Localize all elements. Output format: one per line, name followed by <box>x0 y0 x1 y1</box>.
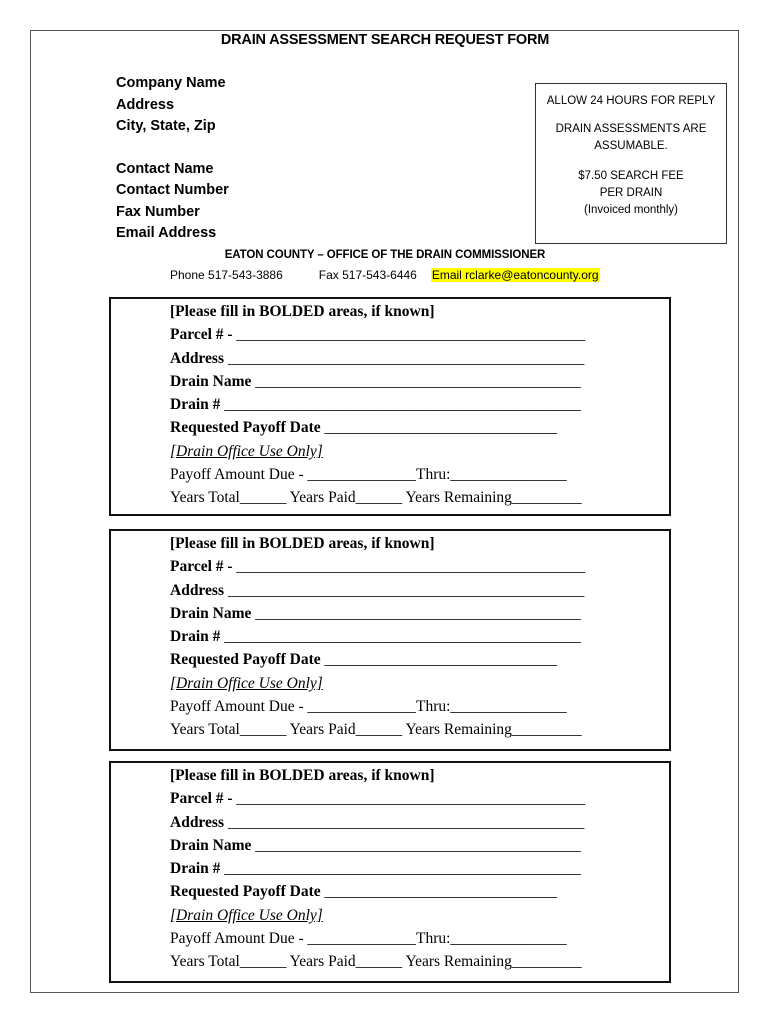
payoff-amount-line: Payoff Amount Due - ______________Thru:_______________ <box>170 698 567 716</box>
payoff-date-field[interactable]: ______________________________ <box>324 419 558 437</box>
contact-name-label: Contact Name <box>116 160 214 177</box>
drain-name-label: Drain Name <box>170 372 256 390</box>
payoff-date-label: Requested Payoff Date <box>170 419 325 437</box>
address-label: Address <box>170 813 228 831</box>
office-email-link[interactable]: Email rclarke@eatoncounty.org <box>431 268 599 282</box>
fee-notice-line1: $7.50 SEARCH FEE <box>578 170 684 182</box>
block-instructions: [Please fill in BOLDED areas, if known] <box>170 535 435 552</box>
payoff-date-field[interactable]: ______________________________ <box>324 651 558 669</box>
payoff-amount-line: Payoff Amount Due - ______________Thru:_______________ <box>170 930 567 948</box>
parcel-field[interactable]: _____________________________________________ <box>236 326 586 344</box>
assumable-notice-line1: DRAIN ASSESSMENTS ARE <box>555 123 707 135</box>
company-name-label: Company Name <box>116 75 226 91</box>
block-instructions: [Please fill in BOLDED areas, if known] <box>170 767 435 784</box>
parcel-field[interactable]: _____________________________________________ <box>236 558 586 576</box>
address-field[interactable]: ______________________________________________ <box>227 581 585 599</box>
address-field[interactable]: ______________________________________________ <box>227 813 585 831</box>
payoff-date-label: Requested Payoff Date <box>170 883 325 901</box>
block-instructions: [Please fill in BOLDED areas, if known] <box>170 303 435 320</box>
drain-number-field[interactable]: ______________________________________________ <box>224 396 581 414</box>
drain-name-field[interactable]: __________________________________________ <box>255 836 581 854</box>
drain-name-field[interactable]: __________________________________________ <box>255 604 581 622</box>
drain-number-label: Drain # <box>170 860 225 878</box>
years-line: Years Total______ Years Paid______ Years Remaining_________ <box>170 953 582 971</box>
requester-fields <box>116 73 229 245</box>
payoff-date-label: Requested Payoff Date <box>170 651 325 669</box>
request-block-1 <box>109 297 671 516</box>
office-use-label: [Drain Office Use Only] <box>170 674 323 692</box>
drain-number-field[interactable]: ______________________________________________ <box>224 628 581 646</box>
office-name: EATON COUNTY – OFFICE OF THE DRAIN COMMISSIONER <box>224 249 546 261</box>
form-title: DRAIN ASSESSMENT SEARCH REQUEST FORM <box>220 32 550 48</box>
office-contact-line <box>170 268 600 282</box>
drain-name-field[interactable]: __________________________________________ <box>255 372 581 390</box>
drain-number-field[interactable]: ______________________________________________ <box>224 860 581 878</box>
address-label: Address <box>170 349 228 367</box>
office-use-label: [Drain Office Use Only] <box>170 442 323 460</box>
city-state-zip-label: City, State, Zip <box>116 118 216 134</box>
notice-box <box>535 83 727 244</box>
years-line: Years Total______ Years Paid______ Years Remaining_________ <box>170 721 582 739</box>
request-block-2 <box>109 529 671 751</box>
address-field[interactable]: ______________________________________________ <box>227 349 585 367</box>
contact-number-label: Contact Number <box>116 182 229 198</box>
fee-notice-line2: PER DRAIN <box>599 187 663 199</box>
payoff-amount-line: Payoff Amount Due - ______________Thru:_______________ <box>170 466 567 484</box>
office-phone: Phone 517-543-3886 <box>170 268 283 282</box>
email-address-label: Email Address <box>116 225 217 241</box>
fax-number-label: Fax Number <box>116 203 200 220</box>
parcel-label: Parcel # - <box>170 558 237 576</box>
address-label: Address <box>116 96 175 113</box>
parcel-label: Parcel # - <box>170 790 237 808</box>
drain-name-label: Drain Name <box>170 836 256 854</box>
reply-notice: ALLOW 24 HOURS FOR REPLY <box>546 95 716 107</box>
payoff-date-field[interactable]: ______________________________ <box>324 883 558 901</box>
office-fax: Fax 517-543-6446 <box>318 268 417 282</box>
parcel-label: Parcel # - <box>170 326 237 344</box>
office-use-label: [Drain Office Use Only] <box>170 906 323 924</box>
assumable-notice-line2: ASSUMABLE. <box>594 140 668 152</box>
request-block-3 <box>109 761 671 983</box>
drain-number-label: Drain # <box>170 396 225 414</box>
address-label: Address <box>170 581 228 599</box>
drain-name-label: Drain Name <box>170 604 256 622</box>
years-line: Years Total______ Years Paid______ Years Remaining_________ <box>170 489 582 507</box>
parcel-field[interactable]: _____________________________________________ <box>236 790 586 808</box>
drain-number-label: Drain # <box>170 628 225 646</box>
fee-notice-line3: (Invoiced monthly) <box>584 204 678 216</box>
